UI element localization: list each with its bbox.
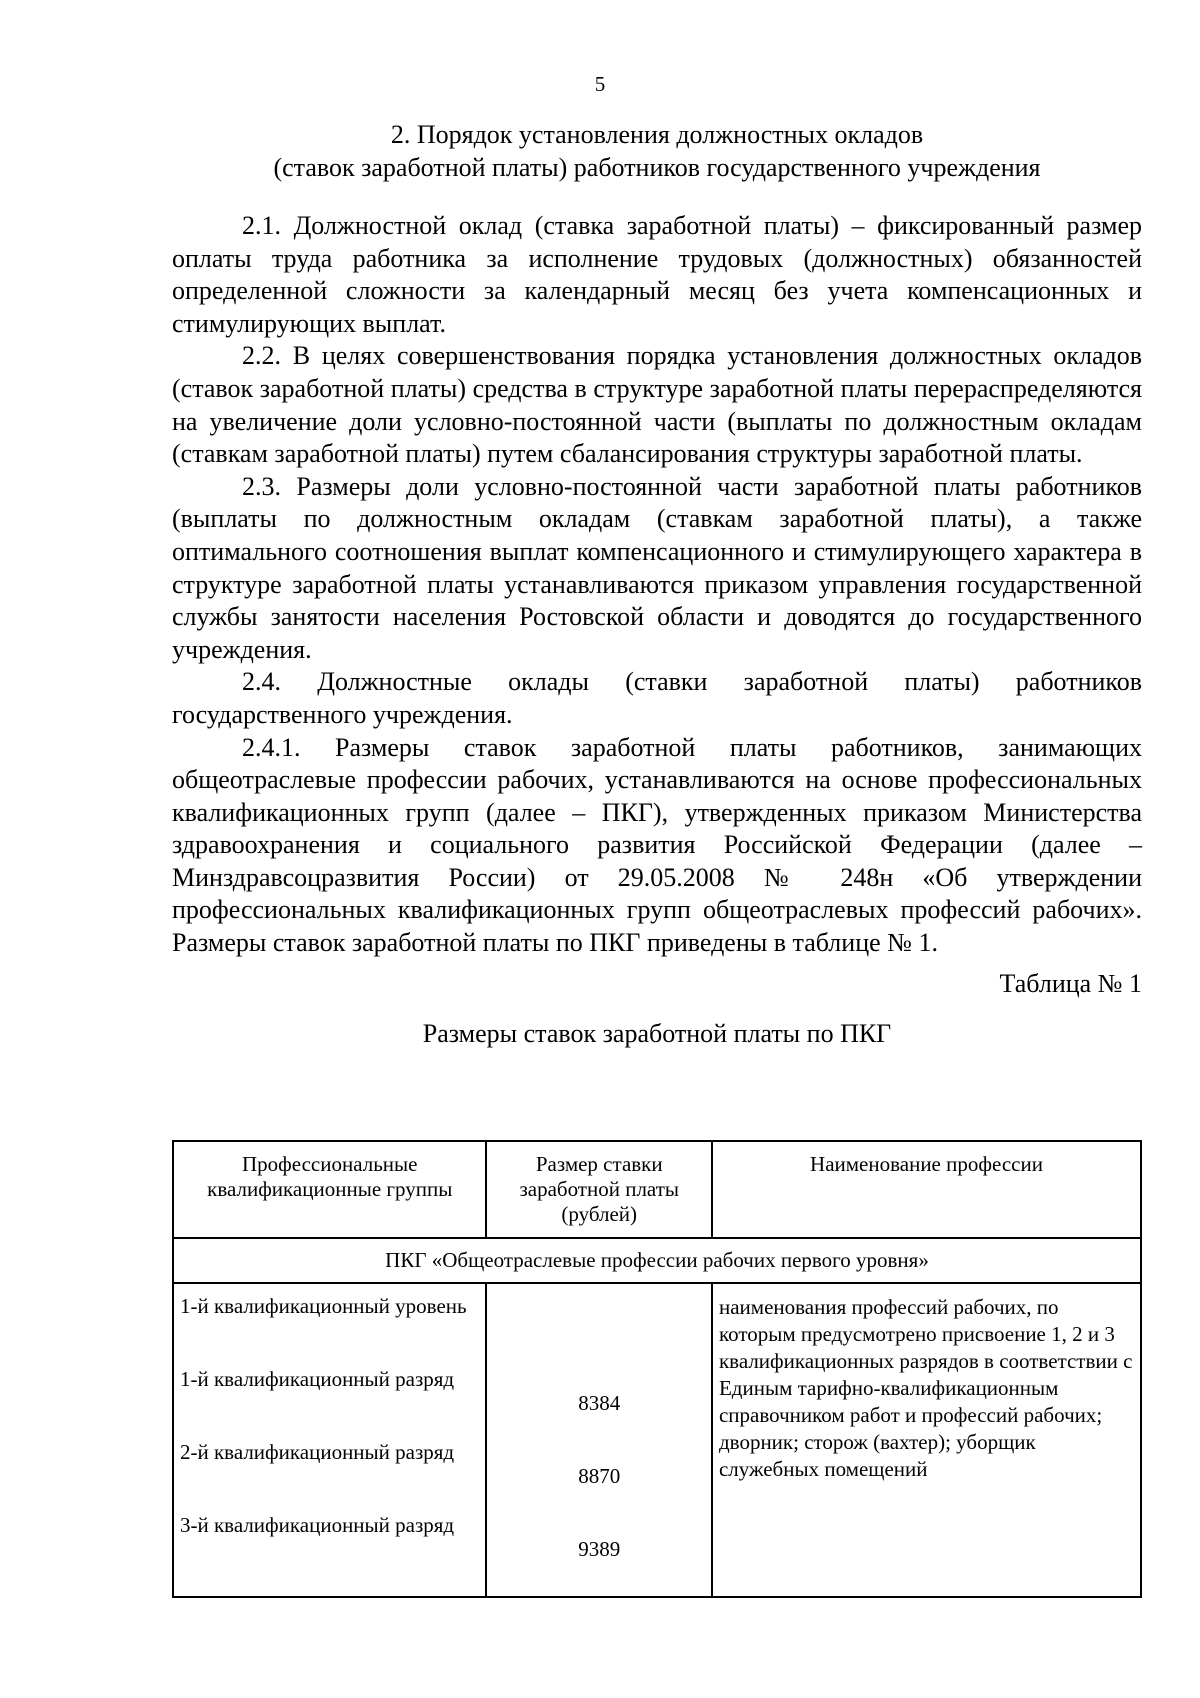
table-group-row (173, 1238, 1141, 1283)
rate-item: 8384 (578, 1391, 621, 1415)
table-title: Размеры ставок заработной платы по ПКГ (422, 1019, 892, 1049)
paragraph-2-2: 2.2. В целях совершенствования порядка установления должностных окладов (ставок заработной платы) средства в структуре заработной платы перераспределяются на увеличение доли условно-постоянной части (выплаты по должностным окладам (ставкам заработной платы) путем сбалансирования структуры заработной платы. (172, 341, 1142, 469)
body-text (172, 210, 1142, 1051)
header-profession-name: Наименование профессии (712, 1141, 1141, 1238)
header-qualification-groups: Профессиональные квалификационные группы (173, 1141, 486, 1238)
paragraph-2-4: 2.4. Должностные оклады (ставки заработной платы) работников государственного учреждения. (172, 667, 1142, 729)
header-rate-size: Размер ставки заработной платы (рублей) (486, 1141, 712, 1238)
level-item: 3-й квалификационный разряд (180, 1513, 455, 1537)
rate-item: 8870 (578, 1464, 621, 1488)
section-title (172, 118, 1142, 184)
table-header-row (173, 1141, 1141, 1238)
rate-item (493, 1294, 705, 1367)
section-title-line-2: (ставок заработной платы) работников государственного учреждения (273, 153, 1041, 182)
group-title: ПКГ «Общеотраслевые профессии рабочих первого уровня» (173, 1238, 1141, 1283)
paragraph-2-4-1: 2.4.1. Размеры ставок заработной платы работников, занимающих общеотраслевые профессии рабочих, устанавливаются на основе профессиональных квалификационных групп (далее – ПКГ), утвержденных приказом Министерства здравоохранения и социального развития Российской Федерации (далее – Минздравсоцразвития России) от 29.05.2008 № 248н «Об утверждении профессиональных квалификационных групп общеотраслевых профессий рабочих». Размеры ставок заработной платы по ПКГ приведены в таблице № 1. (172, 732, 1142, 958)
profession-description: наименования профессий рабочих, по которым предусмотрено присвоение 1, 2 и 3 квалификационных разрядов в соответствии с Единым тарифно-квалификационным справочником работ и профессий рабочих; дворник; сторож (вахтер); уборщик служебных помещений (712, 1283, 1141, 1597)
section-title-line-1: 2. Порядок установления должностных окладов (390, 120, 924, 149)
level-item: 1-й квалификационный разряд (180, 1367, 455, 1391)
table-label: Таблица № 1 (999, 968, 1142, 998)
table-row (173, 1283, 1141, 1597)
levels-cell (173, 1283, 486, 1597)
rate-item: 9389 (578, 1537, 621, 1561)
page-number: 5 (594, 72, 606, 96)
level-item: 1-й квалификационный уровень (180, 1294, 467, 1318)
paragraph-2-1: 2.1. Должностной оклад (ставка заработной платы) – фиксированный размер оплаты труда работника за исполнение трудовых (должностных) обязанностей определенной сложности за календарный месяц без учета компенсационных и стимулирующих выплат. (172, 211, 1142, 338)
level-item: 2-й квалификационный разряд (180, 1440, 455, 1464)
paragraph-2-3: 2.3. Размеры доли условно-постоянной части заработной платы работников (выплаты по должностным окладам (ставкам заработной платы), а также оптимального соотношения выплат компенсационного и стимулирующего характера в структуре заработной платы устанавливаются приказом управления государственной службы занятости населения Ростовской области и доводятся до государственного учреждения. (172, 471, 1142, 664)
pkg-rates-table (172, 1140, 1142, 1598)
rates-cell (486, 1283, 712, 1597)
